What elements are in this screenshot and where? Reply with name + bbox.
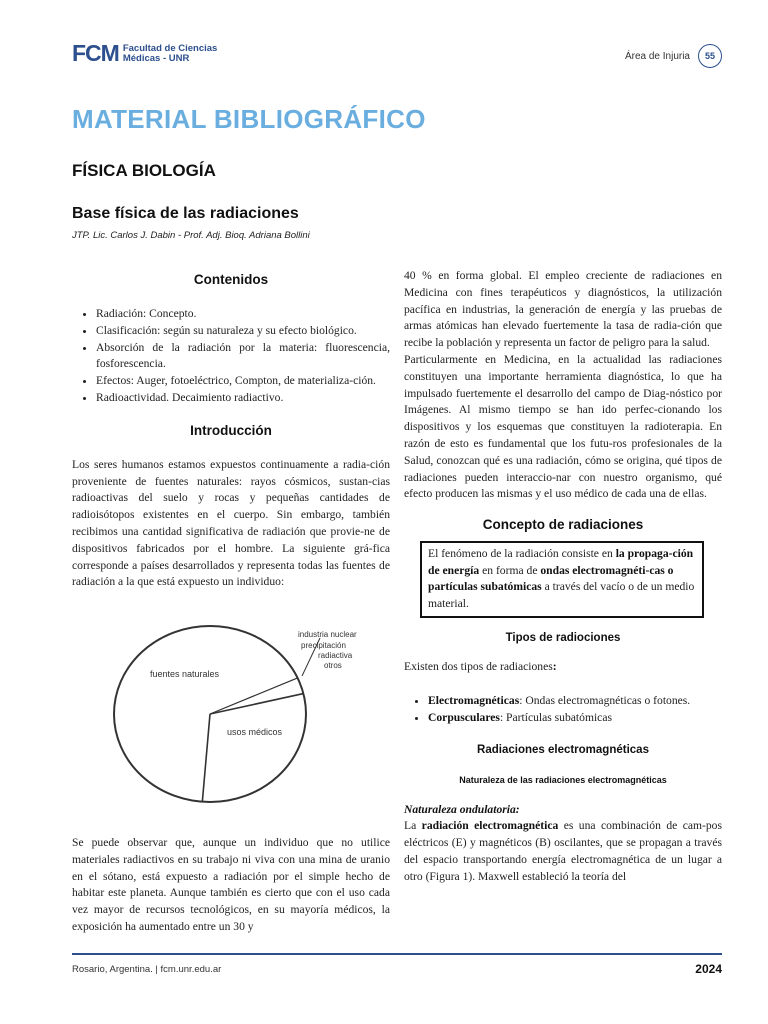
footer-location: Rosario, Argentina. | fcm.unr.edu.ar bbox=[72, 964, 222, 975]
types-list bbox=[404, 693, 722, 727]
logo-abbreviation: FCM bbox=[72, 40, 119, 66]
contents-item: • Absorción de la radiación por la materia: fluorescencia, fosforescencia. bbox=[96, 340, 390, 374]
slice-label-natural: fuentes naturales bbox=[150, 669, 220, 679]
definition-box bbox=[420, 541, 704, 618]
em-paragraph-pre: La bbox=[404, 819, 422, 833]
left-column bbox=[72, 270, 390, 591]
em-heading: Radiaciones electromagnéticas bbox=[477, 743, 649, 756]
type-desc: : Ondas electromagnéticas o fotones. bbox=[519, 693, 691, 707]
type-item bbox=[428, 693, 722, 710]
subject-title: FÍSICA BIOLOGÍA bbox=[72, 161, 216, 180]
area-label: Área de Injuria bbox=[624, 50, 690, 62]
def-bold-2: ondas electromagnéti-cas o partículas subatómicas bbox=[428, 563, 674, 594]
nature-heading: Naturaleza de las radiaciones electromagnéticas bbox=[459, 774, 667, 785]
slice-boundary-medical bbox=[202, 714, 210, 802]
contents-item: • Radiación: Concepto. bbox=[96, 306, 390, 323]
def-text-3: a través del vacío o de un medio material. bbox=[428, 580, 695, 610]
page-header bbox=[72, 40, 722, 74]
types-heading: Tipos de radiociones bbox=[505, 632, 621, 645]
logo-institution-name bbox=[123, 44, 218, 64]
topic-title: Base física de las radiaciones bbox=[72, 205, 299, 222]
radiation-sources-pie-chart bbox=[92, 614, 370, 824]
slice-label-fallout-2: radiactiva bbox=[318, 651, 353, 660]
slice-label-medical: usos médicos bbox=[227, 727, 283, 737]
type-term: Electromagnéticas bbox=[428, 693, 520, 707]
footer-divider bbox=[72, 953, 722, 955]
right-column bbox=[404, 268, 722, 886]
contents-item: • Radioactividad. Decaimiento radiactivo. bbox=[96, 390, 390, 407]
right-paragraph-2: Particularmente en Medicina, en la actualidad las radiaciones constituyen una importante herramienta diagnóstica, lo que ha impulsado fuertemente el desarrollo del campo de Diag-nóstico por Imágenes. Al mismo tiempo se han ido perfec-cionando los dispositivos y los esquemas que constituyen la radioterapia. En razón de esto es fundamental que los futu-ros profesionales de la Salud, conozcan qué es una radiación, cómo se origina, qué tipos de radiaciones pueden interaccio-nar con nuestro organismo, qué efecto producen las mismas y el uso médico de cada una de ellas. bbox=[404, 352, 722, 501]
type-desc: : Partículas subatómicas bbox=[499, 710, 612, 724]
em-paragraph bbox=[404, 818, 722, 885]
contents-list bbox=[72, 306, 390, 407]
contents-heading: Contenidos bbox=[193, 272, 269, 287]
def-text-2: en forma de bbox=[479, 563, 541, 577]
type-item bbox=[428, 710, 722, 727]
page-number-badge: 55 bbox=[698, 44, 722, 68]
em-paragraph-bold: radiación electromagnética bbox=[421, 819, 559, 833]
def-bold-1: la propaga-ción de energía bbox=[428, 547, 694, 577]
slice-label-fallout-1: precipitación bbox=[301, 641, 346, 650]
intro-heading: Introducción bbox=[190, 422, 272, 438]
contents-item: • Efectos: Auger, fotoeléctrico, Compton, de materializa-ción. bbox=[96, 373, 390, 390]
header-right bbox=[625, 44, 722, 68]
type-term: Corpusculares bbox=[428, 710, 500, 724]
wave-nature-label-text: Naturaleza ondulatoria: bbox=[404, 802, 520, 816]
intro-paragraph-2: Se puede observar que, aunque un individuo que no utilice materiales radiactivos en su trabajo ni viva con una mina de uranio en el sótano, está expuesto a radiación por el simple hecho de habitar este planeta. Aunque también es cierto que con el uso cada vez mayor de recursos tecnológicos, en su mayoría médicos, la exposición ha aumentado entre un 30 y bbox=[72, 836, 390, 933]
types-intro-text: Existen dos tipos de radiaciones bbox=[404, 660, 553, 674]
slice-label-nuclear: industria nuclear bbox=[298, 630, 357, 639]
contents-item: • Clasificación: según su naturaleza y su efecto biológico. bbox=[96, 323, 390, 340]
authors-line: JTP. Lic. Carlos J. Dabin - Prof. Adj. Bioq. Adriana Bollini bbox=[72, 230, 310, 241]
types-intro bbox=[404, 659, 722, 676]
slice-boundary-natural bbox=[210, 694, 303, 714]
document-title: MATERIAL BIBLIOGRÁFICO bbox=[72, 104, 426, 134]
fcm-logo bbox=[72, 40, 217, 67]
types-intro-colon: : bbox=[552, 660, 557, 674]
slice-boundary-minor bbox=[210, 678, 298, 714]
logo-line-2: Médicas - UNR bbox=[122, 52, 190, 64]
slice-label-others: otros bbox=[324, 661, 342, 670]
em-paragraph-post: es una combinación de cam-pos eléctricos (E) y magnéticos (B) oscilantes, que se propagan a través del espacio transportando energía electromagnética de un lugar a otro (Figura 1). Maxwell estableció la teoría del bbox=[404, 819, 722, 883]
def-text-1: El fenómeno de la radiación consiste en bbox=[428, 547, 616, 561]
logo-line-1: Facultad de Ciencias bbox=[122, 42, 218, 54]
footer-year: 2024 bbox=[695, 962, 722, 976]
concept-heading: Concepto de radiaciones bbox=[482, 517, 644, 533]
wave-nature-label bbox=[404, 802, 722, 819]
right-paragraph-1: 40 % en forma global. El empleo creciente de radiaciones en Medicina con fines terapéuticos y diagnósticos, la utilización pacífica en industrias, la generación de energía y las pruebas de armas atómicas han elevado fuertemente la tasa de radia-ción que recibe la población y representa un factor de peligro para la salud. bbox=[404, 269, 722, 350]
intro-paragraph-1: Los seres humanos estamos expuestos continuamente a radia-ción proveniente de fuentes naturales: rayos cósmicos, sustan-cias radioactivas del suelo y rocas y pequeñas cantidades de radioisótopos existentes en el cuerpo. Sin embargo, también recibimos una cantidad significativa de radiación que provie-ne de dispositivos fabricados por el hombre. La siguiente grá-fica corresponde a países desarrollados y representa todas las fuentes de radiación a la que está expuesto un individuo: bbox=[72, 457, 390, 589]
